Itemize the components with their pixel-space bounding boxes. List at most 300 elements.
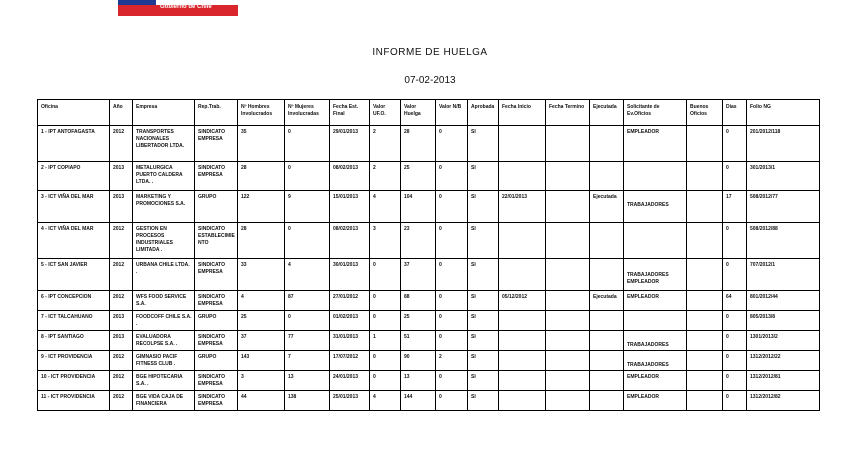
table-cell — [499, 259, 546, 291]
cell-text: 90 — [404, 354, 410, 360]
table-cell — [38, 331, 110, 351]
cell-text: 0 — [439, 334, 442, 340]
table-cell — [436, 331, 468, 351]
table-cell — [238, 191, 285, 223]
cell-text: 25 — [404, 165, 410, 171]
cell-text: 0 — [288, 129, 291, 135]
cell-text: 4 — [288, 262, 291, 268]
cell-text: 2 — [439, 354, 442, 360]
table-cell — [687, 162, 723, 191]
table-cell — [195, 259, 238, 291]
table-cell — [723, 291, 747, 311]
table-cell — [687, 311, 723, 331]
cell-text: 0 — [439, 314, 442, 320]
cell-text: 0 — [726, 262, 729, 268]
table-cell — [401, 291, 436, 311]
col-header: Nº Hombres Involucrados — [238, 100, 285, 126]
table-cell — [546, 162, 590, 191]
table-cell — [38, 311, 110, 331]
table-cell — [133, 331, 195, 351]
table-cell — [624, 126, 687, 162]
cell-text: 9 — [288, 194, 291, 200]
cell-text: 25/01/2013 — [333, 394, 359, 400]
table-cell — [238, 291, 285, 311]
col-header: Valor N/B — [436, 100, 468, 126]
table-cell — [370, 371, 401, 391]
table-cell — [238, 371, 285, 391]
table-cell — [133, 223, 195, 259]
table-cell — [38, 351, 110, 371]
cell-text: EVALUADORA RECOLPSE S.A. . — [136, 334, 178, 347]
cell-text: METALURGICA PUERTO CALDERA LTDA. . — [136, 165, 183, 185]
report-date: 07-02-2013 — [404, 75, 456, 86]
table-cell — [133, 311, 195, 331]
table-cell — [590, 259, 624, 291]
cell-text: 6 - IPT CONCEPCION — [41, 294, 92, 300]
table-cell — [238, 259, 285, 291]
table-cell — [285, 311, 330, 331]
table-cell — [401, 191, 436, 223]
table-cell — [38, 191, 110, 223]
cell-text: 2012 — [113, 226, 125, 232]
table-cell — [110, 391, 133, 411]
cell-text: 27/01/2012 — [333, 294, 359, 300]
cell-text: 138 — [288, 394, 297, 400]
cell-text: 0 — [439, 129, 442, 135]
table-cell — [238, 351, 285, 371]
table-cell — [546, 371, 590, 391]
table-cell — [238, 391, 285, 411]
table-cell — [436, 291, 468, 311]
cell-text: 29/01/2013 — [333, 129, 359, 135]
table-row — [38, 126, 820, 162]
table-cell — [110, 371, 133, 391]
table-cell — [468, 162, 499, 191]
table-cell — [195, 191, 238, 223]
cell-text: SINDICATO EMPRESA — [198, 165, 226, 178]
table-cell — [468, 126, 499, 162]
cell-text: MARKETING Y PROMOCIONES S.A. — [136, 194, 186, 207]
cell-text: 30/01/2013 — [333, 262, 359, 268]
cell-text: SINDICATO EMPRESA — [198, 334, 226, 347]
col-header: Nº Mujeres Involucradas — [285, 100, 330, 126]
table-cell — [195, 162, 238, 191]
table-cell — [546, 126, 590, 162]
cell-text: EMPLEADOR — [627, 394, 659, 400]
table-cell — [370, 391, 401, 411]
table-cell — [468, 311, 499, 331]
cell-text: 4 — [241, 294, 244, 300]
table-cell — [330, 331, 370, 351]
table-cell — [401, 311, 436, 331]
cell-text: 2013 — [113, 314, 125, 320]
cell-text: 805/2013/8 — [750, 314, 776, 320]
cell-text: 0 — [373, 374, 376, 380]
cell-text: 77 — [288, 334, 294, 340]
table-row — [38, 311, 820, 331]
table-cell — [747, 223, 820, 259]
cell-text: TRABAJADORES — [627, 202, 669, 208]
col-header: Empresa — [133, 100, 195, 126]
cell-text: TRABAJADORES EMPLEADOR — [627, 272, 669, 285]
table-row — [38, 191, 820, 223]
table-cell — [370, 291, 401, 311]
cell-text: 508/2012/77 — [750, 194, 778, 200]
table-cell — [590, 162, 624, 191]
cell-text: 143 — [241, 354, 250, 360]
table-cell — [401, 371, 436, 391]
cell-text: SI — [471, 354, 476, 360]
table-cell — [723, 311, 747, 331]
col-header: Fecha Termino — [546, 100, 590, 126]
table-cell — [747, 126, 820, 162]
table-cell — [546, 391, 590, 411]
cell-text: WFS FOOD SERVICE S.A. — [136, 294, 187, 307]
cell-text: 87 — [288, 294, 294, 300]
col-header: Rep.Trab. — [195, 100, 238, 126]
col-header: Fecha Est. Final — [330, 100, 370, 126]
cell-text: 44 — [241, 394, 247, 400]
cell-text: 0 — [726, 314, 729, 320]
table-cell — [330, 162, 370, 191]
cell-text: 1 - IPT ANTOFAGASTA — [41, 129, 95, 135]
table-cell — [110, 311, 133, 331]
table-cell — [38, 162, 110, 191]
col-header: Valor UF.O. — [370, 100, 401, 126]
table-cell — [590, 391, 624, 411]
table-cell — [401, 162, 436, 191]
table-cell — [38, 223, 110, 259]
table-cell — [747, 291, 820, 311]
cell-text: 0 — [439, 374, 442, 380]
table-cell — [330, 126, 370, 162]
table-cell — [401, 331, 436, 351]
table-cell — [330, 311, 370, 331]
table-cell — [687, 351, 723, 371]
table-cell — [195, 351, 238, 371]
table-cell — [590, 371, 624, 391]
table-cell — [590, 191, 624, 223]
table-cell — [624, 259, 687, 291]
table-cell — [687, 371, 723, 391]
cell-text: 707/2012/1 — [750, 262, 776, 268]
cell-text: 0 — [726, 394, 729, 400]
table-cell — [285, 391, 330, 411]
table-cell — [330, 371, 370, 391]
table-cell — [133, 391, 195, 411]
cell-text: 3 - ICT VIÑA DEL MAR — [41, 194, 94, 200]
table-cell — [624, 311, 687, 331]
table-cell — [687, 259, 723, 291]
table-cell — [747, 331, 820, 351]
cell-text: FOODCOFF CHILE S.A. . — [136, 314, 192, 327]
col-header: Folio NG — [747, 100, 820, 126]
cell-text: 08/02/2013 — [333, 165, 359, 171]
table-cell — [195, 291, 238, 311]
cell-text: EMPLEADOR — [627, 294, 659, 300]
table-cell — [624, 291, 687, 311]
table-cell — [499, 371, 546, 391]
table-cell — [723, 223, 747, 259]
table-cell — [436, 391, 468, 411]
table-cell — [468, 331, 499, 351]
cell-text: Ejecutada — [593, 194, 617, 200]
table-cell — [285, 259, 330, 291]
cell-text: 0 — [288, 314, 291, 320]
cell-text: 35 — [241, 129, 247, 135]
table-cell — [747, 391, 820, 411]
table-cell — [590, 291, 624, 311]
cell-text: 10 - ICT PROVIDENCIA — [41, 374, 96, 380]
table-cell — [546, 223, 590, 259]
table-row — [38, 162, 820, 191]
table-cell — [110, 351, 133, 371]
table-cell — [133, 351, 195, 371]
table-cell — [370, 162, 401, 191]
table-cell — [110, 162, 133, 191]
table-cell — [723, 126, 747, 162]
cell-text: 0 — [288, 165, 291, 171]
cell-text: SINDICATO EMPRESA — [198, 374, 226, 387]
table-cell — [590, 311, 624, 331]
table-cell — [285, 126, 330, 162]
cell-text: 4 — [373, 194, 376, 200]
col-header: Días — [723, 100, 747, 126]
table-cell — [285, 351, 330, 371]
table-cell — [747, 162, 820, 191]
cell-text: 2012 — [113, 394, 125, 400]
cell-text: SI — [471, 262, 476, 268]
cell-text: SI — [471, 294, 476, 300]
cell-text: SI — [471, 194, 476, 200]
table-cell — [110, 191, 133, 223]
table-row — [38, 291, 820, 311]
cell-text: 88 — [404, 294, 410, 300]
table-cell — [370, 191, 401, 223]
table-cell — [747, 311, 820, 331]
cell-text: 13 — [404, 374, 410, 380]
cell-text: 508/2012/88 — [750, 226, 778, 232]
cell-text: 0 — [373, 294, 376, 300]
table-cell — [546, 191, 590, 223]
table-cell — [195, 126, 238, 162]
cell-text: 37 — [241, 334, 247, 340]
table-cell — [238, 331, 285, 351]
table-cell — [468, 391, 499, 411]
table-cell — [624, 391, 687, 411]
table-row — [38, 371, 820, 391]
table-cell — [468, 223, 499, 259]
cell-text: 28 — [241, 226, 247, 232]
table-cell — [370, 351, 401, 371]
cell-text: 33 — [241, 262, 247, 268]
table-cell — [436, 259, 468, 291]
table-cell — [687, 391, 723, 411]
table-cell — [499, 162, 546, 191]
table-cell — [285, 291, 330, 311]
cell-text: 301/2013/1 — [750, 165, 776, 171]
cell-text: 2012 — [113, 374, 125, 380]
cell-text: 7 — [288, 354, 291, 360]
cell-text: 05/12/2012 — [502, 294, 528, 300]
table-cell — [624, 162, 687, 191]
table-cell — [195, 331, 238, 351]
table-cell — [330, 351, 370, 371]
cell-text: 0 — [373, 262, 376, 268]
table-cell — [370, 331, 401, 351]
table-cell — [499, 331, 546, 351]
logo-text: Gobierno de Chile — [160, 4, 212, 10]
table-cell — [285, 371, 330, 391]
cell-text: EMPLEADOR — [627, 129, 659, 135]
cell-text: 2 — [373, 129, 376, 135]
table-cell — [401, 126, 436, 162]
table-cell — [468, 191, 499, 223]
cell-text: TRABAJADORES — [627, 342, 669, 348]
table-cell — [624, 223, 687, 259]
cell-text: SI — [471, 129, 476, 135]
table-cell — [747, 259, 820, 291]
cell-text: 0 — [726, 334, 729, 340]
cell-text: SI — [471, 226, 476, 232]
cell-text: 5 - ICT SAN JAVIER — [41, 262, 88, 268]
table-cell — [590, 351, 624, 371]
cell-text: SINDICATO EMPRESA — [198, 262, 226, 275]
table-cell — [285, 331, 330, 351]
table-cell — [370, 259, 401, 291]
cell-text: 08/02/2013 — [333, 226, 359, 232]
table-cell — [687, 223, 723, 259]
table-cell — [499, 223, 546, 259]
cell-text: 0 — [726, 374, 729, 380]
cell-text: 1 — [373, 334, 376, 340]
table-cell — [468, 259, 499, 291]
cell-text: TRANSPORTES NACIONALES LIBERTADOR LTDA. — [136, 129, 185, 149]
cell-text: 64 — [726, 294, 732, 300]
table-cell — [133, 371, 195, 391]
table-cell — [499, 191, 546, 223]
table-cell — [499, 291, 546, 311]
cell-text: GESTION EN PROCESOS INDUSTRIALES LIMITADA . — [136, 226, 173, 253]
col-header: Aprobada — [468, 100, 499, 126]
table-cell — [499, 311, 546, 331]
cell-text: 144 — [404, 394, 413, 400]
table-cell — [110, 331, 133, 351]
cell-text: EMPLEADOR — [627, 374, 659, 380]
cell-text: 0 — [288, 226, 291, 232]
table-cell — [687, 291, 723, 311]
cell-text: 01/02/2013 — [333, 314, 359, 320]
table-cell — [436, 351, 468, 371]
table-cell — [330, 259, 370, 291]
cell-text: 122 — [241, 194, 250, 200]
table-cell — [590, 331, 624, 351]
table-cell — [499, 351, 546, 371]
cell-text: 2012 — [113, 294, 125, 300]
cell-text: 0 — [726, 165, 729, 171]
table-cell — [110, 291, 133, 311]
cell-text: SI — [471, 374, 476, 380]
cell-text: 3 — [373, 226, 376, 232]
table-cell — [468, 291, 499, 311]
cell-text: 1312/2012/81 — [750, 374, 781, 380]
table-cell — [133, 126, 195, 162]
cell-text: 201/2012/118 — [750, 129, 781, 135]
table-cell — [401, 223, 436, 259]
table-cell — [546, 311, 590, 331]
cell-text: 28 — [241, 165, 247, 171]
cell-text: GRUPO — [198, 354, 217, 360]
col-header: Ejecutada — [590, 100, 624, 126]
col-header: Solicitante de Ev.Oficios — [624, 100, 687, 126]
table-cell — [499, 391, 546, 411]
table-cell — [687, 331, 723, 351]
cell-text: 25 — [241, 314, 247, 320]
table-cell — [110, 259, 133, 291]
cell-text: 15/01/2013 — [333, 194, 359, 200]
table-cell — [285, 162, 330, 191]
table-cell — [747, 191, 820, 223]
cell-text: 11 - ICT PROVIDENCIA — [41, 394, 95, 400]
table-cell — [436, 126, 468, 162]
cell-text: BGE VIDA CAJA DE FINANCIERA — [136, 394, 184, 407]
table-cell — [624, 191, 687, 223]
table-cell — [195, 371, 238, 391]
cell-text: TRABAJADORES — [627, 362, 669, 368]
table-cell — [330, 291, 370, 311]
cell-text: 0 — [726, 354, 729, 360]
table-cell — [133, 259, 195, 291]
cell-text: 28 — [404, 129, 410, 135]
table-cell — [436, 311, 468, 331]
table-cell — [195, 311, 238, 331]
col-header: Año — [110, 100, 133, 126]
table-cell — [723, 191, 747, 223]
table-cell — [436, 223, 468, 259]
table-cell — [133, 162, 195, 191]
table-row — [38, 391, 820, 411]
table-cell — [436, 191, 468, 223]
table-cell — [370, 311, 401, 331]
table-cell — [723, 331, 747, 351]
cell-text: 13 — [288, 374, 294, 380]
cell-text: 4 - ICT VIÑA DEL MAR — [41, 226, 94, 232]
table-cell — [238, 311, 285, 331]
cell-text: 0 — [373, 314, 376, 320]
cell-text: 1312/2012/82 — [750, 394, 781, 400]
table-cell — [546, 259, 590, 291]
cell-text: SI — [471, 394, 476, 400]
table-cell — [330, 191, 370, 223]
table-cell — [401, 351, 436, 371]
table-cell — [723, 162, 747, 191]
col-header: Oficina — [38, 100, 110, 126]
cell-text: 23 — [404, 226, 410, 232]
cell-text: 51 — [404, 334, 410, 340]
cell-text: SINDICATO ESTABLECIMIENTO — [198, 226, 235, 246]
cell-text: SINDICATO EMPRESA — [198, 294, 226, 307]
table-cell — [747, 371, 820, 391]
table-cell — [687, 191, 723, 223]
cell-text: 2 - IPT COPIAPO — [41, 165, 81, 171]
table-cell — [546, 291, 590, 311]
table-cell — [195, 223, 238, 259]
cell-text: Ejecutada — [593, 294, 617, 300]
cell-text: SI — [471, 334, 476, 340]
cell-text: 0 — [439, 394, 442, 400]
cell-text: SINDICATO EMPRESA — [198, 129, 226, 142]
table-cell — [590, 223, 624, 259]
